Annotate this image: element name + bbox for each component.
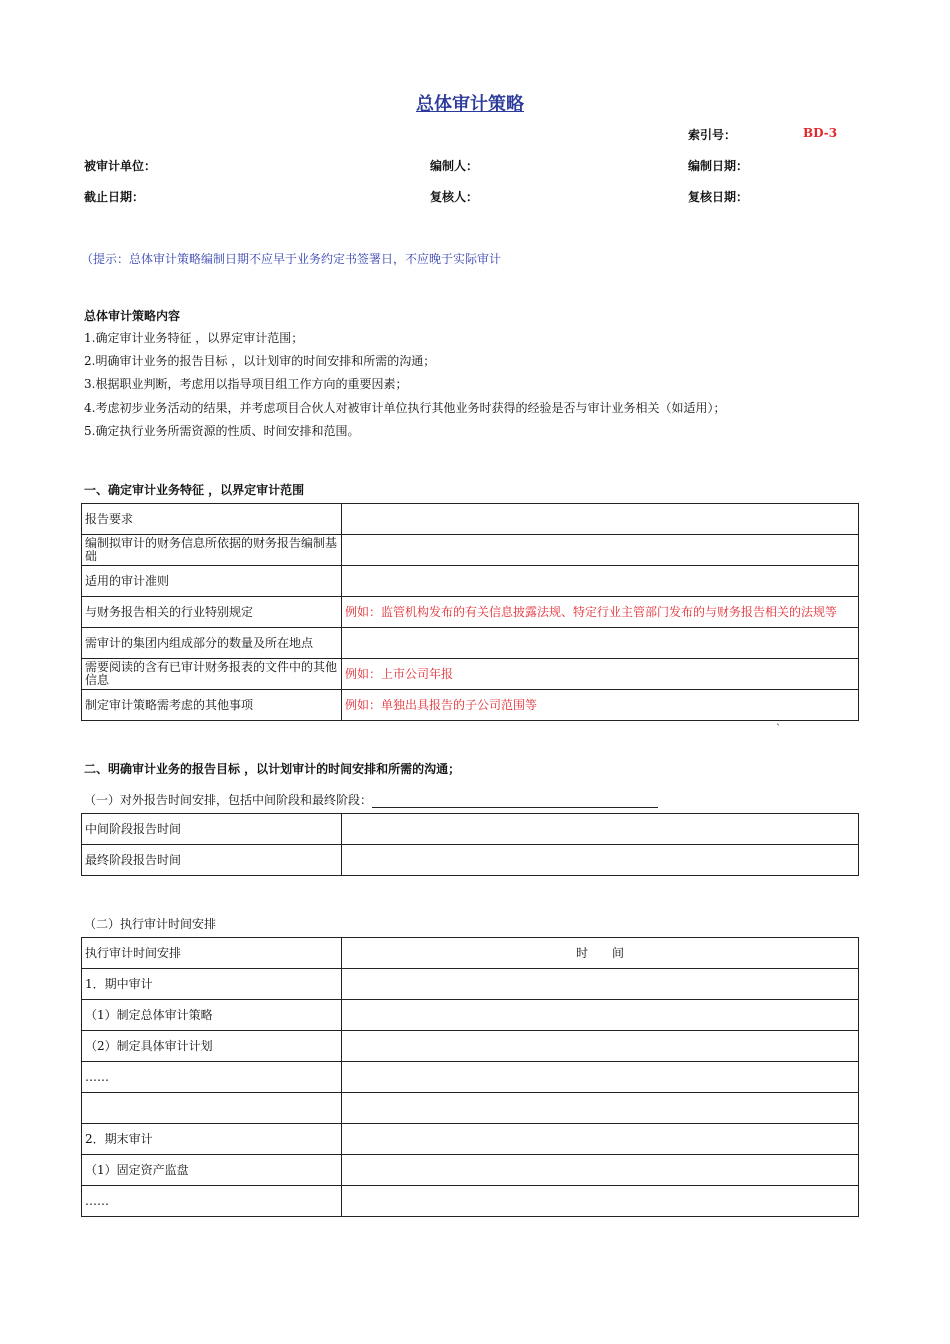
table-row xyxy=(82,1124,859,1155)
row-label: 需审计的集团内组成部分的数量及所在地点 xyxy=(82,628,342,659)
row-label: （2）制定具体审计计划 xyxy=(82,1031,342,1062)
reviewer-label: 复核人： xyxy=(430,190,479,204)
row-value-cell[interactable] xyxy=(342,814,859,845)
sub2-heading: （二）执行审计时间安排 xyxy=(84,917,217,931)
content-heading: 总体审计策略内容 xyxy=(84,309,181,323)
table-row xyxy=(82,1155,859,1186)
page-title: 总体审计策略 xyxy=(416,94,524,115)
row-label: 2．期末审计 xyxy=(82,1124,342,1155)
row-value-cell[interactable] xyxy=(342,1186,859,1217)
row-label: （1）固定资产监盘 xyxy=(82,1155,342,1186)
row-label xyxy=(82,1093,342,1124)
table-row xyxy=(82,1031,859,1062)
sub1-table xyxy=(81,813,859,876)
row-label: …… xyxy=(82,1062,342,1093)
section1-heading: 一、确定审计业务特征 ，以界定审计范围 xyxy=(84,483,305,497)
section2-heading: 二、明确审计业务的报告目标 ，以计划审计的时间安排和所需的沟通； xyxy=(84,762,461,776)
row-label: 需要阅读的含有已审计财务报表的文件中的其他信息 xyxy=(82,659,342,690)
table-row xyxy=(82,845,859,876)
row-value-cell[interactable] xyxy=(342,1000,859,1031)
stray-mark: ` xyxy=(776,724,781,735)
sub1-label: （一）对外报告时间安排，包括中间阶段和最终阶段： xyxy=(84,793,373,807)
row-value-cell[interactable]: 例如：监管机构发布的有关信息披露法规、特定行业主管部门发布的与财务报告相关的法规等 xyxy=(342,597,859,628)
row-value-cell[interactable] xyxy=(342,1031,859,1062)
cutoff-label: 截止日期： xyxy=(84,190,145,204)
table-row xyxy=(82,1186,859,1217)
prep-date-label: 编制日期： xyxy=(688,159,749,173)
row-value-cell[interactable] xyxy=(342,535,859,566)
row-label: 1．期中审计 xyxy=(82,969,342,1000)
row-label: 制定审计策略需考虑的其他事项 xyxy=(82,690,342,721)
row-label: 编制拟审计的财务信息所依据的财务报告编制基础 xyxy=(82,535,342,566)
table-row xyxy=(82,690,859,721)
row-value-cell[interactable]: 例如：上市公司年报 xyxy=(342,659,859,690)
row-value-cell[interactable] xyxy=(342,1124,859,1155)
sub1-heading xyxy=(84,791,658,808)
row-label: 适用的审计准则 xyxy=(82,566,342,597)
table-row xyxy=(82,1062,859,1093)
table-row xyxy=(82,628,859,659)
header-time: 时 间 xyxy=(342,938,859,969)
row-label: 与财务报告相关的行业特别规定 xyxy=(82,597,342,628)
row-label: …… xyxy=(82,1186,342,1217)
row-value-cell[interactable] xyxy=(342,628,859,659)
hint-text: （提示：总体审计策略编制日期不应早于业务约定书签署日，不应晚于实际审计 xyxy=(81,252,502,266)
row-value-cell[interactable] xyxy=(342,969,859,1000)
content-item-3: 3.根据职业判断，考虑用以指导项目组工作方向的重要因素； xyxy=(84,377,408,391)
section1-table xyxy=(81,503,859,721)
row-label: 中间阶段报告时间 xyxy=(82,814,342,845)
row-label: （1）制定总体审计策略 xyxy=(82,1000,342,1031)
row-value-cell[interactable] xyxy=(342,845,859,876)
table-header-row xyxy=(82,938,859,969)
preparer-label: 编制人： xyxy=(430,159,479,173)
row-value-cell[interactable]: 例如：单独出具报告的子公司范围等 xyxy=(342,690,859,721)
table-row xyxy=(82,659,859,690)
table-row xyxy=(82,814,859,845)
row-label: 报告要求 xyxy=(82,504,342,535)
content-item-1: 1.确定审计业务特征 ，以界定审计范围； xyxy=(84,331,304,345)
sub1-blank-line[interactable] xyxy=(372,795,658,808)
sub2-table xyxy=(81,937,859,1217)
review-date-label: 复核日期： xyxy=(688,190,749,204)
content-item-5: 5.确定执行业务所需资源的性质、时间安排和范围。 xyxy=(84,424,360,438)
row-value-cell[interactable] xyxy=(342,1155,859,1186)
row-value-cell[interactable] xyxy=(342,1062,859,1093)
table-row xyxy=(82,504,859,535)
table-row xyxy=(82,566,859,597)
content-item-4: 4.考虑初步业务活动的结果，并考虑项目合伙人对被审计单位执行其他业务时获得的经验是否与审计业务相关（如适用）； xyxy=(84,401,726,415)
content-item-2: 2.明确审计业务的报告目标 ，以计划审的时间安排和所需的沟通； xyxy=(84,354,436,368)
row-label: 最终阶段报告时间 xyxy=(82,845,342,876)
index-value: BD-3 xyxy=(803,126,838,140)
row-value-cell[interactable] xyxy=(342,504,859,535)
row-value-cell[interactable] xyxy=(342,566,859,597)
table-row xyxy=(82,969,859,1000)
table-row xyxy=(82,535,859,566)
table-row xyxy=(82,597,859,628)
table-row xyxy=(82,1000,859,1031)
index-label: 索引号： xyxy=(688,128,737,142)
table-row xyxy=(82,1093,859,1124)
client-label: 被审计单位： xyxy=(84,159,157,173)
row-value-cell[interactable] xyxy=(342,1093,859,1124)
header-label: 执行审计时间安排 xyxy=(82,938,342,969)
